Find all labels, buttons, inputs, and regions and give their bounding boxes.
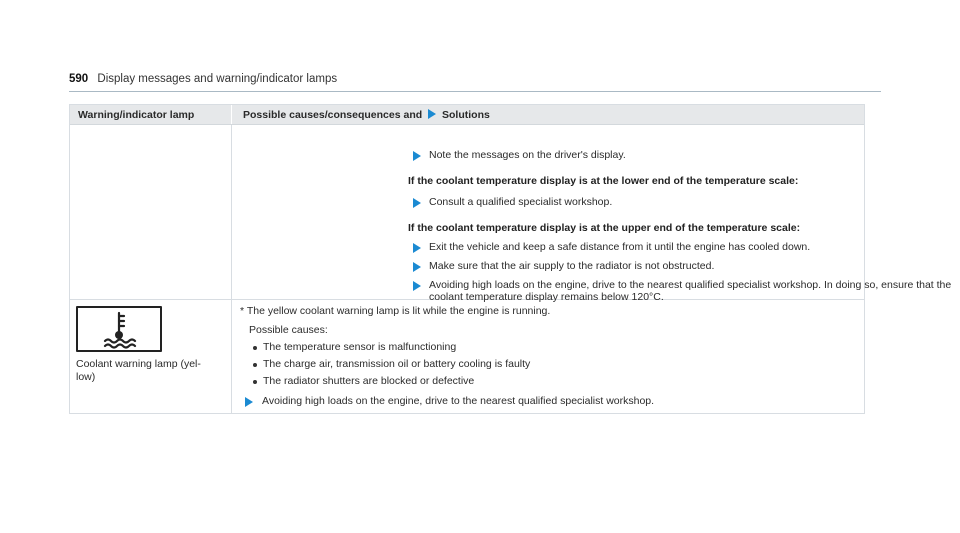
cause-item: The temperature sensor is malfunctioning xyxy=(263,341,457,353)
instruction-step: Make sure that the air supply to the radiator is not obstructed. xyxy=(429,260,715,272)
arrow-right-icon xyxy=(413,151,421,161)
column-header-solutions-text: Solutions xyxy=(442,109,490,121)
warning-lamp-table xyxy=(69,104,952,414)
header-rule xyxy=(69,91,881,92)
cause-item: The charge air, transmission oil or battery cooling is faulty xyxy=(263,358,531,370)
subheading: If the coolant temperature display is at the upper end of the temperature scale: xyxy=(408,222,801,234)
causes-cell xyxy=(232,300,864,413)
coolant-temperature-icon xyxy=(76,306,162,352)
instruction-step-continued: coolant temperature display remains below 120°C. xyxy=(429,291,664,303)
lamp-cell-empty xyxy=(70,125,232,299)
causes-label: Possible causes: xyxy=(249,324,328,336)
instruction-step: Consult a qualified specialist workshop. xyxy=(429,196,613,208)
table-header-row xyxy=(70,105,864,125)
lamp-description: * The yellow coolant warning lamp is lit while the engine is running. xyxy=(240,305,551,317)
arrow-right-icon xyxy=(413,198,421,208)
lamp-caption xyxy=(76,358,201,384)
lamp-caption-line: Coolant warning lamp (yel- xyxy=(76,358,201,370)
instruction-step: Avoiding high loads on the engine, drive to the nearest qualified specialist workshop. xyxy=(262,395,655,407)
bullet-dot xyxy=(253,346,257,350)
arrow-right-icon xyxy=(413,281,421,291)
column-header-lamp: Warning/indicator lamp xyxy=(70,105,232,124)
lamp-caption-line: low) xyxy=(76,371,96,383)
instruction-step: Note the messages on the driver's display. xyxy=(429,149,626,161)
page-header xyxy=(69,73,337,85)
cause-item: The radiator shutters are blocked or defective xyxy=(263,375,475,387)
arrow-right-icon xyxy=(413,262,421,272)
arrow-right-icon xyxy=(245,397,253,407)
lamp-cell xyxy=(70,300,232,413)
column-header-causes-text: Possible causes/consequences and xyxy=(243,109,423,121)
page-number: 590 xyxy=(69,73,89,85)
instruction-step: Avoiding high loads on the engine, drive to the nearest qualified specialist workshop. In doing so, ensure that the xyxy=(429,279,952,291)
subheading: If the coolant temperature display is at the lower end of the temperature scale: xyxy=(408,175,799,187)
causes-cell xyxy=(232,125,952,303)
table-row xyxy=(70,125,952,303)
column-header-causes xyxy=(232,105,864,124)
instruction-step: Exit the vehicle and keep a safe distance from it until the engine has cooled down. xyxy=(429,241,811,253)
bullet-dot xyxy=(253,380,257,384)
table-row xyxy=(70,299,864,413)
arrow-right-icon xyxy=(413,243,421,253)
page-header-title: Display messages and warning/indicator lamps xyxy=(97,73,338,85)
arrow-right-icon xyxy=(428,109,436,119)
bullet-dot xyxy=(253,363,257,367)
